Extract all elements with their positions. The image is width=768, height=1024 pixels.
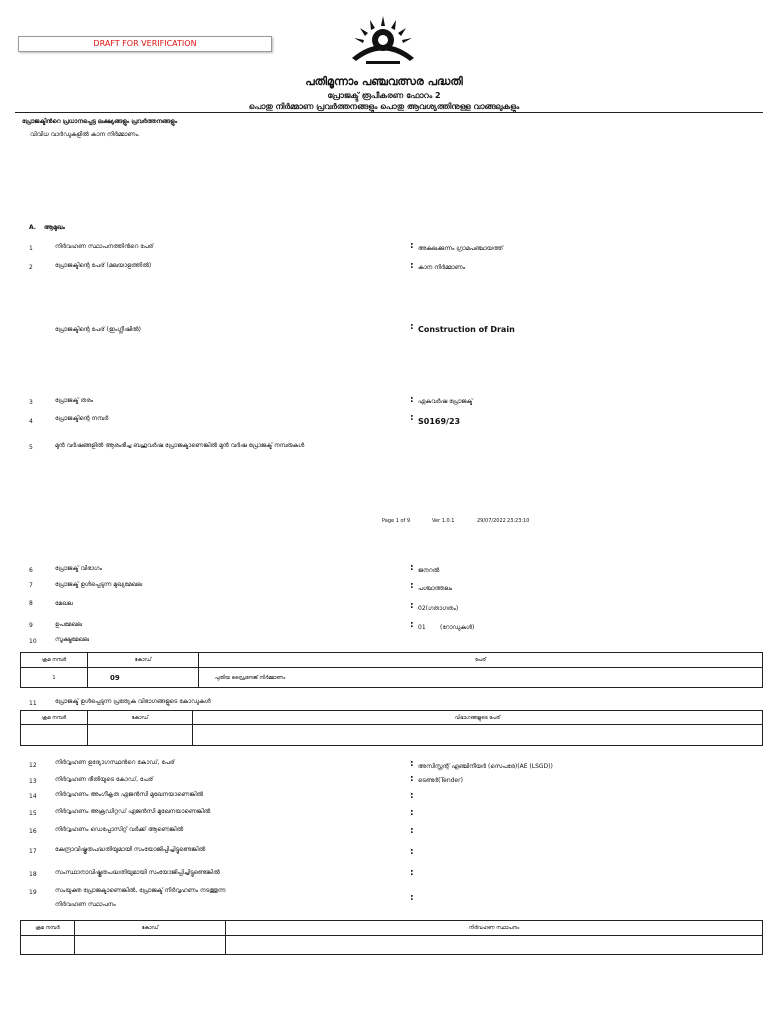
row-number: 1	[29, 245, 33, 252]
row-colon: :	[410, 563, 414, 573]
table-header: കോഡ്	[75, 921, 226, 936]
row-number: 12	[29, 762, 37, 769]
row-label: മുൻ വർഷങ്ങളിൽ ആരംഭിച്ച ബഹുവർഷ പ്രോജക്ടാണെങ്കിൽ മുൻ വർഷ പ്രോജക്ട് നമ്പരുകൾ	[55, 442, 305, 449]
row-number: 17	[29, 848, 37, 855]
row-colon: :	[410, 322, 414, 332]
table-header: കോഡ്	[88, 653, 199, 668]
row-label: മേഖല	[55, 600, 73, 607]
table-header: കോഡ്	[88, 711, 193, 725]
row-label-continued: നിർവഹണ സ്ഥാപനം	[55, 901, 116, 908]
objective-heading: പ്രോജക്ടിൻറെ പ്രധാനപ്പെട്ട ലക്ഷ്യങ്ങളും പ്രവർത്തനങ്ങളും	[22, 118, 178, 125]
draft-banner: DRAFT FOR VERIFICATION	[18, 36, 272, 52]
joint-agency-table	[20, 920, 763, 955]
row-label: നിർവ്വഹണം അംഗീകൃത ഏജൻസി മുഖേനയാണെങ്കിൽ	[55, 791, 204, 798]
row-number: 13	[29, 778, 37, 785]
row-label: സൂക്ഷ്മമേഖല	[55, 636, 90, 643]
row-label: നിർവഹണ സ്ഥാപനത്തിൻറെ പേര്	[55, 243, 154, 250]
row-colon: :	[410, 620, 414, 630]
row-number: 7	[29, 582, 33, 589]
row-number: 5	[29, 444, 33, 451]
row-number: 9	[29, 622, 33, 629]
row-colon: :	[410, 601, 414, 611]
row-number: 3	[29, 399, 33, 406]
table-header: പേര്	[199, 653, 763, 668]
row-label: കേന്ദ്രാവിഷ്കൃതപദ്ധതിയുമായി സംയോജിപ്പിച്ചിട്ടുണ്ടെങ്കിൽ	[55, 846, 206, 853]
table-cell: പുതിയ ഡ്രൈനേജ് നിർമ്മാണം	[199, 668, 763, 688]
objective-text: വിവിധ വാർഡുകളിൽ കാന നിർമ്മാണം.	[30, 131, 140, 138]
row-colon: :	[410, 808, 414, 818]
implementing-agency-value: അകലക്കുന്നം ഗ്രാമപഞ്ചായത്ത്	[418, 245, 504, 252]
table-header: വിഭാഗങ്ങളുടെ പേര്	[193, 711, 763, 725]
row-colon: :	[410, 581, 414, 591]
row-label: സംയുക്ത പ്രോജക്ടാണെങ്കിൽ, പ്രോജക്ട് നിർവ്വഹണം നടത്തുന്ന	[55, 887, 226, 894]
row-label: നിർവ്വഹണം അക്രഡിറ്റഡ് ഏജൻസി മുഖേനയാണെങ്കിൽ	[55, 808, 211, 815]
row-colon: :	[410, 261, 414, 271]
table-header: ക്രമ നമ്പർ	[21, 653, 88, 668]
project-category-value: ജനറൽ	[418, 567, 440, 574]
row-number: 2	[29, 264, 33, 271]
table-row	[21, 725, 763, 746]
row-number: 10	[29, 638, 37, 645]
row-number: 18	[29, 871, 37, 878]
row-colon: :	[410, 868, 414, 878]
print-time: 23:23:10	[507, 518, 530, 524]
row-label: നിർവ്വഹണ രീതിയുടെ കോഡ്, പേര്	[55, 776, 154, 783]
row-colon: :	[410, 759, 414, 769]
row-label: പ്രോജക്ട് തരം	[55, 397, 94, 404]
section-a-title: ആമുഖം	[44, 224, 65, 231]
row-number: 16	[29, 828, 37, 835]
row-label: പ്രോജക്ടിന്റെ നമ്പർ	[55, 415, 109, 422]
sector-value: 02(ഗതാഗതം)	[418, 605, 459, 612]
sub-sector-code: 01	[418, 624, 426, 631]
row-label: സംസ്ഥാനാവിഷ്കൃതപദ്ധതിയുമായി സംയോജിപ്പിച്ചിട്ടുണ്ടെങ്കിൽ	[55, 869, 220, 876]
row-number: 4	[29, 418, 33, 425]
row-colon: :	[410, 413, 414, 423]
table-header: ക്രമ നമ്പർ	[21, 921, 75, 936]
project-name-en-value: Construction of Drain	[418, 325, 515, 334]
row-colon: :	[410, 774, 414, 784]
version: Ver 1.0.1	[432, 518, 455, 524]
row-label: പ്രോജക്ട് വിഭാഗം	[55, 565, 102, 572]
emblem-logo	[344, 14, 422, 76]
row-colon: :	[410, 847, 414, 857]
project-name-ml-value: കാന നിർമ്മാണം	[418, 264, 466, 271]
row-label: നിർവ്വഹണം ഡെപ്പോസിറ്റ് വർക്ക് ആണെങ്കിൽ	[55, 826, 184, 833]
print-date: 29/07/2022	[477, 518, 506, 524]
header-divider	[15, 112, 763, 113]
row-number: 15	[29, 810, 37, 817]
row-label: പ്രോജക്ടിന്റെ പേര് (ഇംഗ്ലീഷിൽ)	[55, 326, 142, 333]
row-number: 19	[29, 889, 37, 896]
page-number: Page 1 of 9	[382, 518, 411, 524]
row-label: ഉപമേഖല	[55, 621, 83, 628]
table-row	[21, 936, 763, 955]
form-subtitle: പൊതു നിർമ്മാണ പ്രവർത്തനങ്ങളും പൊതു ആവശ്യത്തിനുള്ള വാങ്ങലുകളും	[248, 102, 520, 111]
project-number-value: S0169/23	[418, 417, 461, 426]
row-label: നിർവ്വഹണ ഉദ്യോഗസ്ഥൻറെ കോഡ്, പേര്	[55, 759, 175, 766]
main-sector-value: പശ്ചാത്തലം	[418, 585, 453, 592]
row-colon: :	[410, 826, 414, 836]
row-number: 8	[29, 600, 33, 607]
sub-sector-name: (റോഡുകൾ)	[440, 624, 475, 631]
row-colon: :	[410, 241, 414, 251]
row-colon: :	[410, 893, 414, 903]
implementation-method-value: ടെണ്ടർ(Tender)	[418, 777, 463, 784]
implementing-officer-value: അസിസ്റ്റന്റ് എഞ്ചിനീയർ (സെപരേ)(AE (LSGD))	[418, 763, 553, 770]
row-label: പ്രോജക്ട് ഉൾപ്പെടുന്ന പ്രത്യേക വിഭാഗങ്ങളുടെ കോഡുകൾ	[55, 698, 211, 705]
row-colon: :	[410, 791, 414, 801]
form-title: പ്രോജക്ട് രൂപീകരണ ഫോറം 2	[327, 91, 441, 100]
table-header: നിർവഹണ സ്ഥാപനം	[226, 921, 763, 936]
row-number: 14	[29, 793, 37, 800]
project-type-value: ഏകവർഷ പ്രോജക്ട്	[418, 398, 473, 405]
table-cell: 09	[88, 668, 199, 688]
row-number: 6	[29, 567, 33, 574]
row-label: പ്രോജക്ടിന്റെ പേര് (മലയാളത്തിൽ)	[55, 262, 152, 269]
plan-title: പതിമൂന്നാം പഞ്ചവത്സര പദ്ധതി	[305, 75, 463, 88]
row-colon: :	[410, 395, 414, 405]
section-a-letter: A.	[29, 224, 37, 231]
special-category-table	[20, 710, 763, 746]
micro-sector-table	[20, 652, 763, 688]
row-label: പ്രോജക്ട് ഉൾപ്പെടുന്ന മുഖ്യമേഖല	[55, 581, 143, 588]
row-number: 11	[29, 700, 37, 707]
table-row	[21, 668, 763, 688]
table-cell: 1	[21, 668, 88, 688]
table-header: ക്രമ നമ്പർ	[21, 711, 88, 725]
